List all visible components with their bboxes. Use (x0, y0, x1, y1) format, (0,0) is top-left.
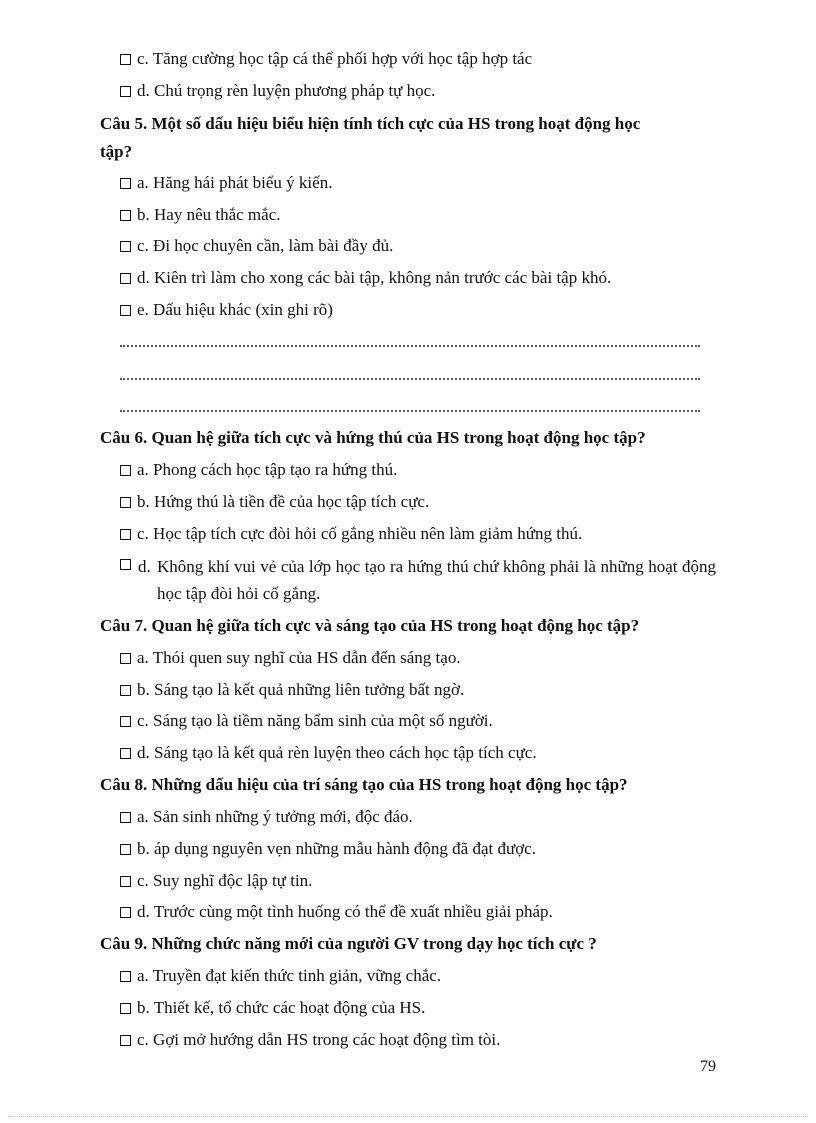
option-text: b. Hứng thú là tiền đề của học tập tích cực. (137, 492, 430, 511)
answer-line[interactable] (120, 378, 700, 380)
option-item (120, 680, 464, 700)
checkbox[interactable] (120, 273, 131, 284)
question-6-title: Câu 6. Quan hệ giữa tích cực và hứng thú của HS trong hoạt động học tập? (100, 428, 646, 447)
checkbox[interactable] (120, 529, 131, 540)
option-item (120, 966, 441, 986)
option-text: d. Trước cùng một tình huống có thể đề xuất nhiều giải pháp. (137, 902, 553, 921)
option-item (120, 1030, 500, 1050)
option-item (120, 268, 611, 288)
option-text: d. Chú trọng rèn luyện phương pháp tự học. (137, 81, 436, 100)
checkbox[interactable] (120, 812, 131, 823)
option-text: b. Sáng tạo là kết quả những liên tưởng bất ngờ. (137, 680, 465, 699)
checkbox[interactable] (120, 748, 131, 759)
checkbox[interactable] (120, 685, 131, 696)
option-item (120, 553, 716, 607)
option-text: a. Hăng hái phát biểu ý kiến. (137, 173, 333, 192)
option-item (120, 743, 537, 763)
answer-line[interactable] (120, 345, 700, 347)
option-item (120, 711, 493, 731)
question-9-title: Câu 9. Những chức năng mới của người GV trong dạy học tích cực ? (100, 934, 597, 953)
option-item (120, 173, 332, 193)
option-text: e. Dấu hiệu khác (xin ghi rõ) (137, 300, 333, 319)
option-item (120, 81, 435, 101)
option-text: b. áp dụng nguyên vẹn những mẫu hành động đã đạt được. (137, 839, 536, 858)
question-7-title: Câu 7. Quan hệ giữa tích cực và sáng tạo của HS trong hoạt động học tập? (100, 616, 640, 635)
checkbox[interactable] (120, 465, 131, 476)
question-8-title: Câu 8. Những dấu hiệu của trí sáng tạo của HS trong hoạt động học tập? (100, 775, 628, 794)
option-item (120, 998, 425, 1018)
checkbox[interactable] (120, 844, 131, 855)
option-item (120, 236, 393, 256)
page-bottom-border (8, 1115, 808, 1117)
option-item (120, 871, 312, 891)
option-text: a. Phong cách học tập tạo ra hứng thú. (137, 460, 398, 479)
option-text: a. Sản sinh những ý tưởng mới, độc đáo. (137, 807, 413, 826)
option-item (120, 460, 397, 480)
checkbox[interactable] (120, 1003, 131, 1014)
checkbox[interactable] (120, 653, 131, 664)
checkbox[interactable] (120, 241, 131, 252)
option-item (120, 300, 333, 320)
question-5-title: Câu 5. Một số dấu hiệu biểu hiện tính tích cực của HS trong hoạt động học (100, 114, 641, 133)
option-item (120, 839, 536, 859)
option-text: d. Kiên trì làm cho xong các bài tập, không nản trước các bài tập khó. (137, 268, 612, 287)
checkbox[interactable] (120, 497, 131, 508)
option-text: d. Sáng tạo là kết quả rèn luyện theo cách học tập tích cực. (137, 743, 537, 762)
option-item (120, 49, 532, 69)
option-text: a. Thói quen suy nghĩ của HS dẫn đến sáng tạo. (137, 648, 461, 667)
checkbox[interactable] (120, 716, 131, 727)
option-text: b. Thiết kế, tổ chức các hoạt động của HS. (137, 998, 426, 1017)
option-text: c. Suy nghĩ độc lập tự tin. (137, 871, 313, 890)
answer-line[interactable] (120, 410, 700, 412)
option-text: c. Học tập tích cực đòi hỏi cố gắng nhiều nên làm giảm hứng thú. (137, 524, 583, 543)
page-number: 79 (700, 1058, 716, 1075)
option-text: Không khí vui vẻ của lớp học tạo ra hứng thú chứ không phải là những hoạt động học tập đòi hỏi cố gắng. (157, 557, 716, 603)
checkbox[interactable] (120, 210, 131, 221)
checkbox[interactable] (120, 54, 131, 65)
option-text: c. Tăng cường học tập cá thể phối hợp với học tập hợp tác (137, 49, 533, 68)
checkbox[interactable] (120, 971, 131, 982)
option-text: b. Hay nêu thắc mắc. (137, 205, 281, 224)
option-text: c. Sáng tạo là tiềm năng bẩm sinh của một số người. (137, 711, 493, 730)
question-5-title-cont: tập? (100, 142, 133, 161)
option-item (120, 492, 429, 512)
option-item (120, 648, 461, 668)
option-text: c. Gợi mở hướng dẫn HS trong các hoạt động tìm tòi. (137, 1030, 501, 1049)
checkbox[interactable] (120, 86, 131, 97)
option-label: d. (138, 557, 151, 576)
option-item (120, 902, 553, 922)
checkbox[interactable] (120, 305, 131, 316)
option-item (120, 205, 281, 225)
checkbox[interactable] (120, 178, 131, 189)
checkbox[interactable] (120, 1035, 131, 1046)
option-item (120, 524, 582, 544)
option-item (120, 807, 413, 827)
option-text: a. Truyền đạt kiến thức tinh giản, vững chắc. (137, 966, 442, 985)
checkbox[interactable] (120, 876, 131, 887)
option-text: c. Đi học chuyên cần, làm bài đầy đủ. (137, 236, 394, 255)
checkbox[interactable] (120, 907, 131, 918)
checkbox[interactable] (120, 559, 131, 570)
